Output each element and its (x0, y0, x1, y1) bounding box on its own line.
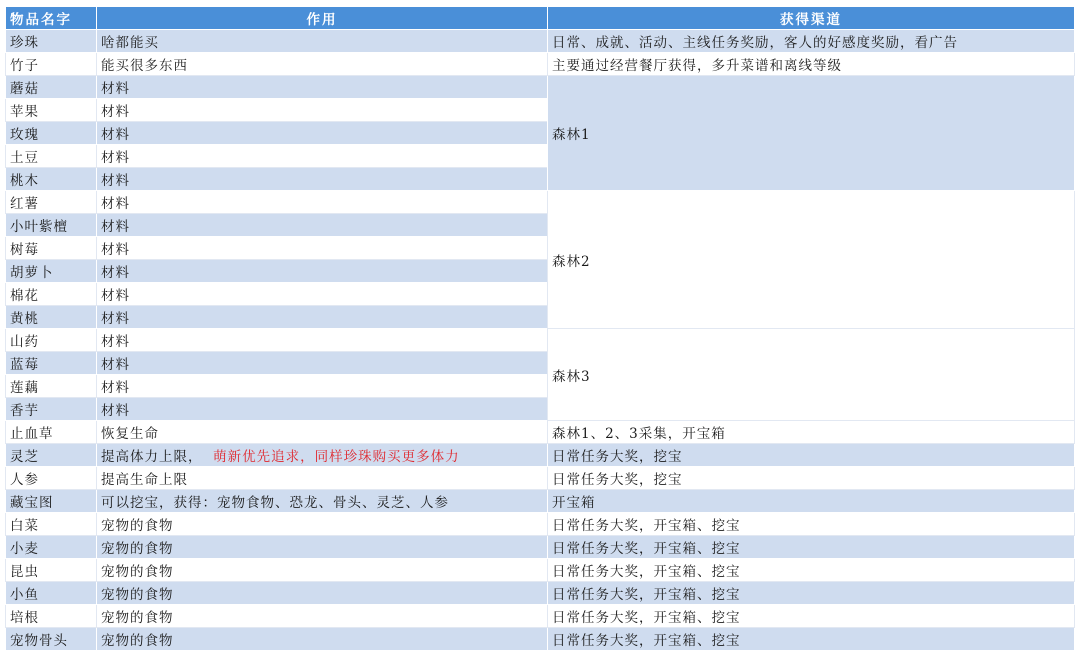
cell-item-name[interactable]: 红薯 (6, 191, 97, 214)
table-row (6, 30, 1075, 53)
table-row (6, 559, 1075, 582)
usage-text: 提高体力上限， (101, 449, 203, 465)
cell-usage[interactable]: 材料 (97, 191, 548, 214)
cell-item-name[interactable]: 蓝莓 (6, 352, 97, 375)
header-usage[interactable]: 作用 (97, 7, 548, 30)
cell-item-name[interactable]: 蘑菇 (6, 76, 97, 99)
cell-usage[interactable]: 宠物的食物 (97, 536, 548, 559)
cell-item-name[interactable]: 棉花 (6, 283, 97, 306)
cell-source-forest-2[interactable]: 森林2 (548, 191, 1075, 329)
cell-usage[interactable]: 材料 (97, 99, 548, 122)
cell-item-name[interactable]: 人参 (6, 467, 97, 490)
cell-usage[interactable]: 材料 (97, 237, 548, 260)
cell-item-name[interactable]: 苹果 (6, 99, 97, 122)
cell-item-name[interactable]: 宠物骨头 (6, 628, 97, 651)
cell-source[interactable]: 主要通过经营餐厅获得，多升菜谱和离线等级 (548, 53, 1075, 76)
cell-item-name[interactable]: 培根 (6, 605, 97, 628)
cell-usage[interactable]: 材料 (97, 122, 548, 145)
cell-usage[interactable]: 宠物的食物 (97, 628, 548, 651)
header-row (6, 7, 1075, 30)
cell-usage[interactable]: 材料 (97, 352, 548, 375)
table-row (6, 582, 1075, 605)
header-item-name[interactable]: 物品名字 (6, 7, 97, 30)
cell-source[interactable]: 日常任务大奖，开宝箱、挖宝 (548, 582, 1075, 605)
cell-item-name[interactable]: 止血草 (6, 421, 97, 444)
cell-source[interactable]: 日常任务大奖，挖宝 (548, 467, 1075, 490)
table-row (6, 191, 1075, 214)
cell-source[interactable]: 日常任务大奖，开宝箱、挖宝 (548, 628, 1075, 651)
table-row (6, 605, 1075, 628)
cell-item-name[interactable]: 小叶紫檀 (6, 214, 97, 237)
cell-item-name[interactable]: 山药 (6, 329, 97, 352)
cell-usage[interactable]: 材料 (97, 329, 548, 352)
item-table (5, 6, 1075, 651)
table-row (6, 53, 1075, 76)
table-row (6, 536, 1075, 559)
cell-item-name[interactable]: 灵芝 (6, 444, 97, 467)
cell-usage[interactable]: 能买很多东西 (97, 53, 548, 76)
cell-item-name[interactable]: 黄桃 (6, 306, 97, 329)
table-row (6, 467, 1075, 490)
header-source[interactable]: 获得渠道 (548, 7, 1075, 30)
cell-source-forest-3[interactable]: 森林3 (548, 329, 1075, 421)
cell-source[interactable]: 森林1、2、3采集，开宝箱 (548, 421, 1075, 444)
cell-source[interactable]: 日常、成就、活动、主线任务奖励，客人的好感度奖励，看广告 (548, 30, 1075, 53)
cell-usage[interactable]: 宠物的食物 (97, 559, 548, 582)
cell-source-forest-1[interactable]: 森林1 (548, 76, 1075, 191)
cell-usage[interactable]: 材料 (97, 375, 548, 398)
cell-usage[interactable]: 材料 (97, 76, 548, 99)
cell-usage[interactable]: 宠物的食物 (97, 513, 548, 536)
cell-source[interactable]: 日常任务大奖，开宝箱、挖宝 (548, 559, 1075, 582)
table-row (6, 421, 1075, 444)
cell-usage[interactable]: 啥都能买 (97, 30, 548, 53)
usage-highlight-note: 萌新优先追求，同样珍珠购买更多体力 (213, 449, 460, 465)
cell-item-name[interactable]: 竹子 (6, 53, 97, 76)
cell-item-name[interactable]: 桃木 (6, 168, 97, 191)
cell-source[interactable]: 开宝箱 (548, 490, 1075, 513)
cell-usage[interactable]: 材料 (97, 145, 548, 168)
cell-usage[interactable]: 提高生命上限 (97, 467, 548, 490)
cell-usage[interactable]: 材料 (97, 398, 548, 421)
cell-source[interactable]: 日常任务大奖，开宝箱、挖宝 (548, 513, 1075, 536)
cell-usage[interactable]: 宠物的食物 (97, 605, 548, 628)
table-row (6, 628, 1075, 651)
cell-item-name[interactable]: 昆虫 (6, 559, 97, 582)
cell-item-name[interactable]: 土豆 (6, 145, 97, 168)
cell-usage[interactable]: 材料 (97, 214, 548, 237)
cell-usage[interactable]: 材料 (97, 168, 548, 191)
cell-item-name[interactable]: 胡萝卜 (6, 260, 97, 283)
cell-item-name[interactable]: 莲藕 (6, 375, 97, 398)
cell-item-name[interactable]: 白菜 (6, 513, 97, 536)
cell-usage[interactable]: 恢复生命 (97, 421, 548, 444)
table-row (6, 76, 1075, 99)
table-row (6, 513, 1075, 536)
cell-source[interactable]: 日常任务大奖，开宝箱、挖宝 (548, 536, 1075, 559)
cell-item-name[interactable]: 小麦 (6, 536, 97, 559)
cell-item-name[interactable]: 玫瑰 (6, 122, 97, 145)
cell-usage[interactable]: 材料 (97, 260, 548, 283)
cell-usage[interactable]: 材料 (97, 306, 548, 329)
cell-item-name[interactable]: 藏宝图 (6, 490, 97, 513)
cell-source[interactable]: 日常任务大奖，挖宝 (548, 444, 1075, 467)
table-row (6, 329, 1075, 352)
cell-item-name[interactable]: 小鱼 (6, 582, 97, 605)
cell-usage[interactable]: 材料 (97, 283, 548, 306)
cell-item-name[interactable]: 树莓 (6, 237, 97, 260)
table-row (6, 490, 1075, 513)
cell-source[interactable]: 日常任务大奖，开宝箱、挖宝 (548, 605, 1075, 628)
table-row (6, 444, 1075, 467)
cell-usage[interactable]: 宠物的食物 (97, 582, 548, 605)
cell-usage[interactable]: 可以挖宝，获得：宠物食物、恐龙、骨头、灵芝、人参 (97, 490, 548, 513)
cell-item-name[interactable]: 珍珠 (6, 30, 97, 53)
cell-usage[interactable] (97, 444, 548, 467)
cell-item-name[interactable]: 香芋 (6, 398, 97, 421)
